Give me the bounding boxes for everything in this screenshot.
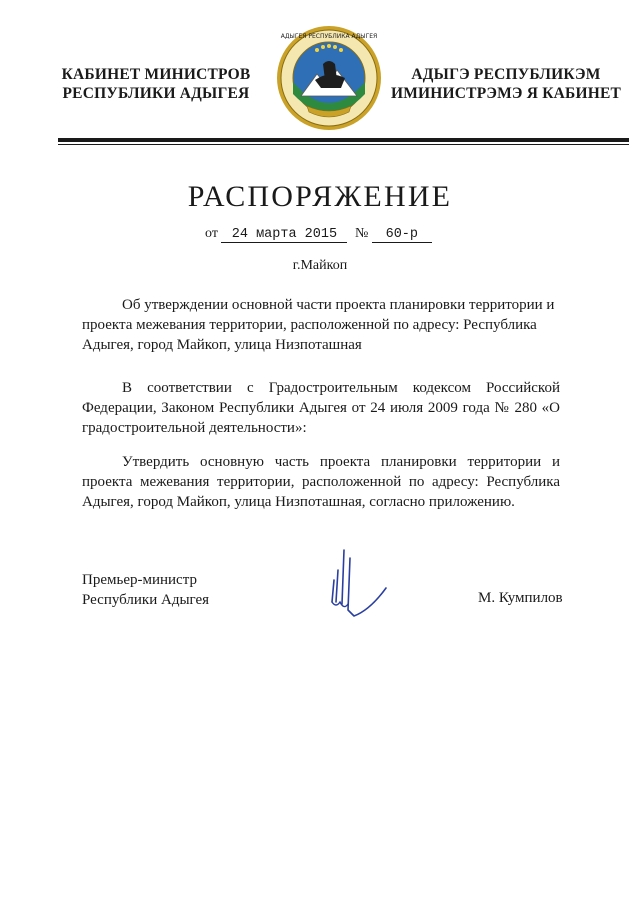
document-number: 60-р bbox=[372, 227, 432, 243]
header-right-line2: ИМИНИСТРЭМЭ Я КАБИНЕТ bbox=[390, 85, 622, 102]
signatory-name: М. Кумпилов bbox=[478, 590, 563, 606]
city: г.Майкоп bbox=[292, 258, 348, 273]
signatory-position bbox=[82, 570, 282, 610]
header-left-block bbox=[46, 65, 266, 103]
header-left-line1: КАБИНЕТ МИНИСТРОВ bbox=[61, 66, 251, 83]
document-subject: Об утверждении основной части проекта планировки территории и проекта межевания территории, расположенной по адресу: Республика Адыгея, город Майкоп, улица Низпоташная bbox=[82, 297, 555, 353]
signatory-position-line1: Премьер-министр bbox=[82, 572, 197, 588]
document-title: РАСПОРЯЖЕНИЕ bbox=[187, 180, 453, 213]
header-rule-thin bbox=[58, 144, 629, 145]
document-date: 24 марта 2015 bbox=[221, 227, 347, 243]
header-right-line1: АДЫГЭ РЕСПУБЛИКЭМ bbox=[411, 66, 601, 83]
date-prefix: от bbox=[205, 226, 218, 241]
handwritten-signature bbox=[320, 540, 400, 625]
coat-of-arms-emblem bbox=[275, 24, 383, 132]
header-left-line2: РЕСПУБЛИКИ АДЫГЕЯ bbox=[62, 85, 250, 102]
date-number-line bbox=[205, 226, 465, 243]
header-rule-thick bbox=[58, 138, 629, 142]
signatory-position-line2: Республики Адыгея bbox=[82, 592, 210, 608]
document-order-paragraph: Утвердить основную часть проекта планировки территории и проекта межевания территории, расположенной по адресу: Республика Адыгея, город Майкоп, улица Низпоташная, согласно приложению. bbox=[82, 454, 560, 510]
document-basis-paragraph: В соответствии с Градостроительным кодексом Российской Федерации, Законом Республики Адыгея от 24 июля 2009 года № 280 «О градостроительной деятельности»: bbox=[82, 380, 560, 436]
number-prefix: № bbox=[354, 226, 369, 241]
emblem-text: АДЫГЕЯ РЕСПУБЛИКА АДЫГЕЯ bbox=[280, 33, 378, 40]
header-right-block bbox=[386, 65, 626, 103]
